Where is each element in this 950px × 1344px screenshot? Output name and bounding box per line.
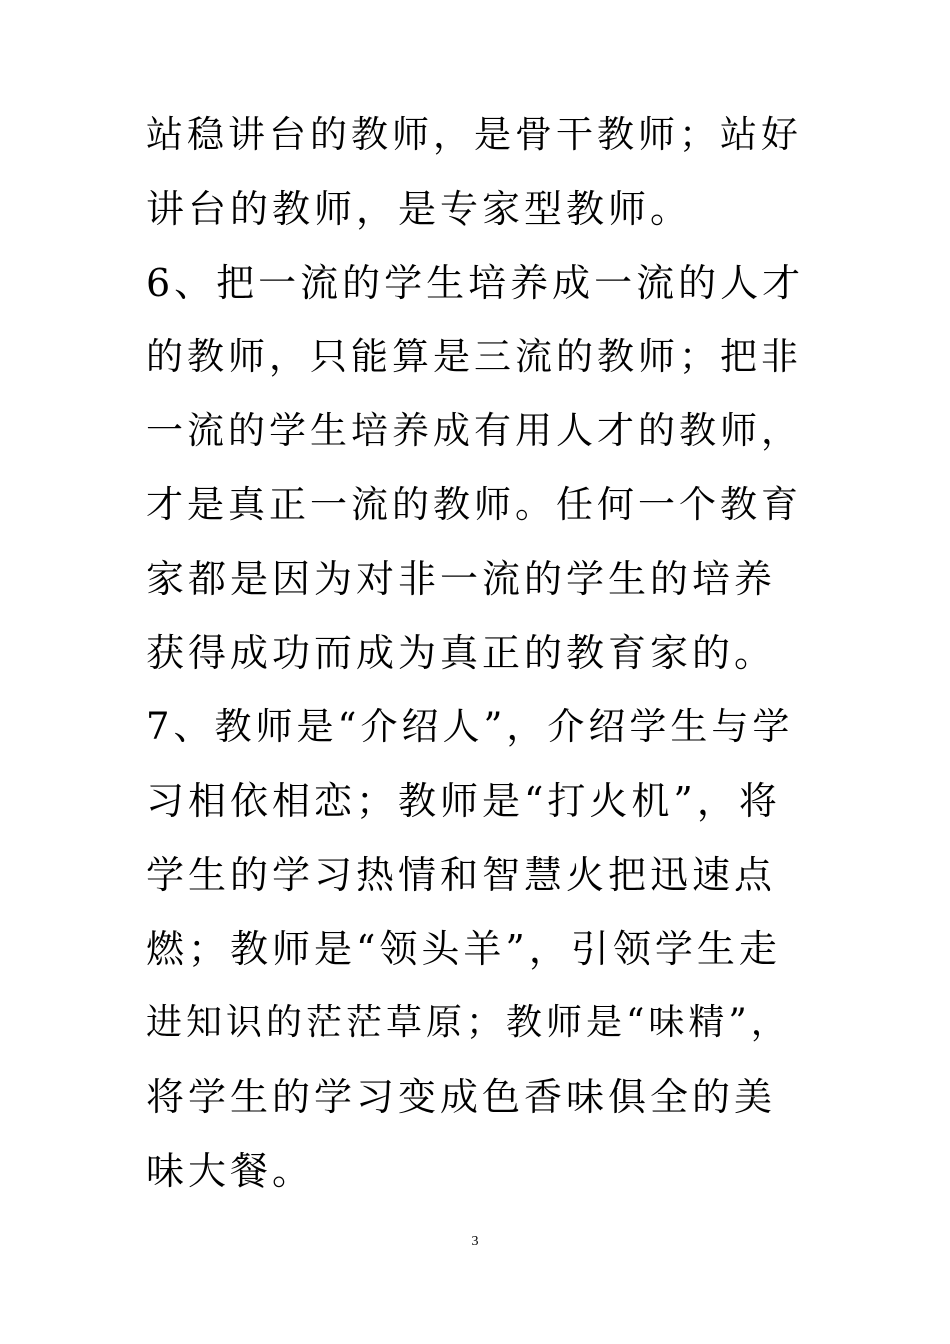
- text-line: 家都是因为对非一流的学生的培养: [146, 557, 777, 601]
- text-line: 味大餐。: [146, 1149, 315, 1193]
- text-line: 将学生的学习变成色香味俱全的美: [146, 1075, 777, 1119]
- text-line: 才是真正一流的教师。任何一个教育: [146, 483, 802, 526]
- text-line: 一流的学生培养成有用人才的教师，: [146, 409, 802, 452]
- text-line: 习相依相恋；教师是“打火机”，将: [146, 779, 781, 823]
- text-line: 获得成功而成为真正的教育家的。: [146, 631, 777, 675]
- text-line: 学生的学习热情和智慧火把迅速点: [146, 853, 777, 897]
- text-line: 进知识的茫茫草原；教师是“味精”，: [146, 1002, 791, 1043]
- page-number: 3: [471, 1234, 479, 1249]
- text-line: 6、把一流的学生培养成一流的人才: [146, 261, 805, 305]
- body-text: [146, 98, 806, 1208]
- text-line: 的教师，只能算是三流的教师；把非: [146, 335, 802, 378]
- text-line: 燃；教师是“领头羊”，引领学生走: [146, 927, 781, 971]
- text-line: 讲台的教师，是专家型教师。: [146, 187, 693, 231]
- text-line: 站稳讲台的教师，是骨干教师；站好: [146, 113, 802, 156]
- text-line: 7、教师是“介绍人”，介绍学生与学: [146, 705, 794, 748]
